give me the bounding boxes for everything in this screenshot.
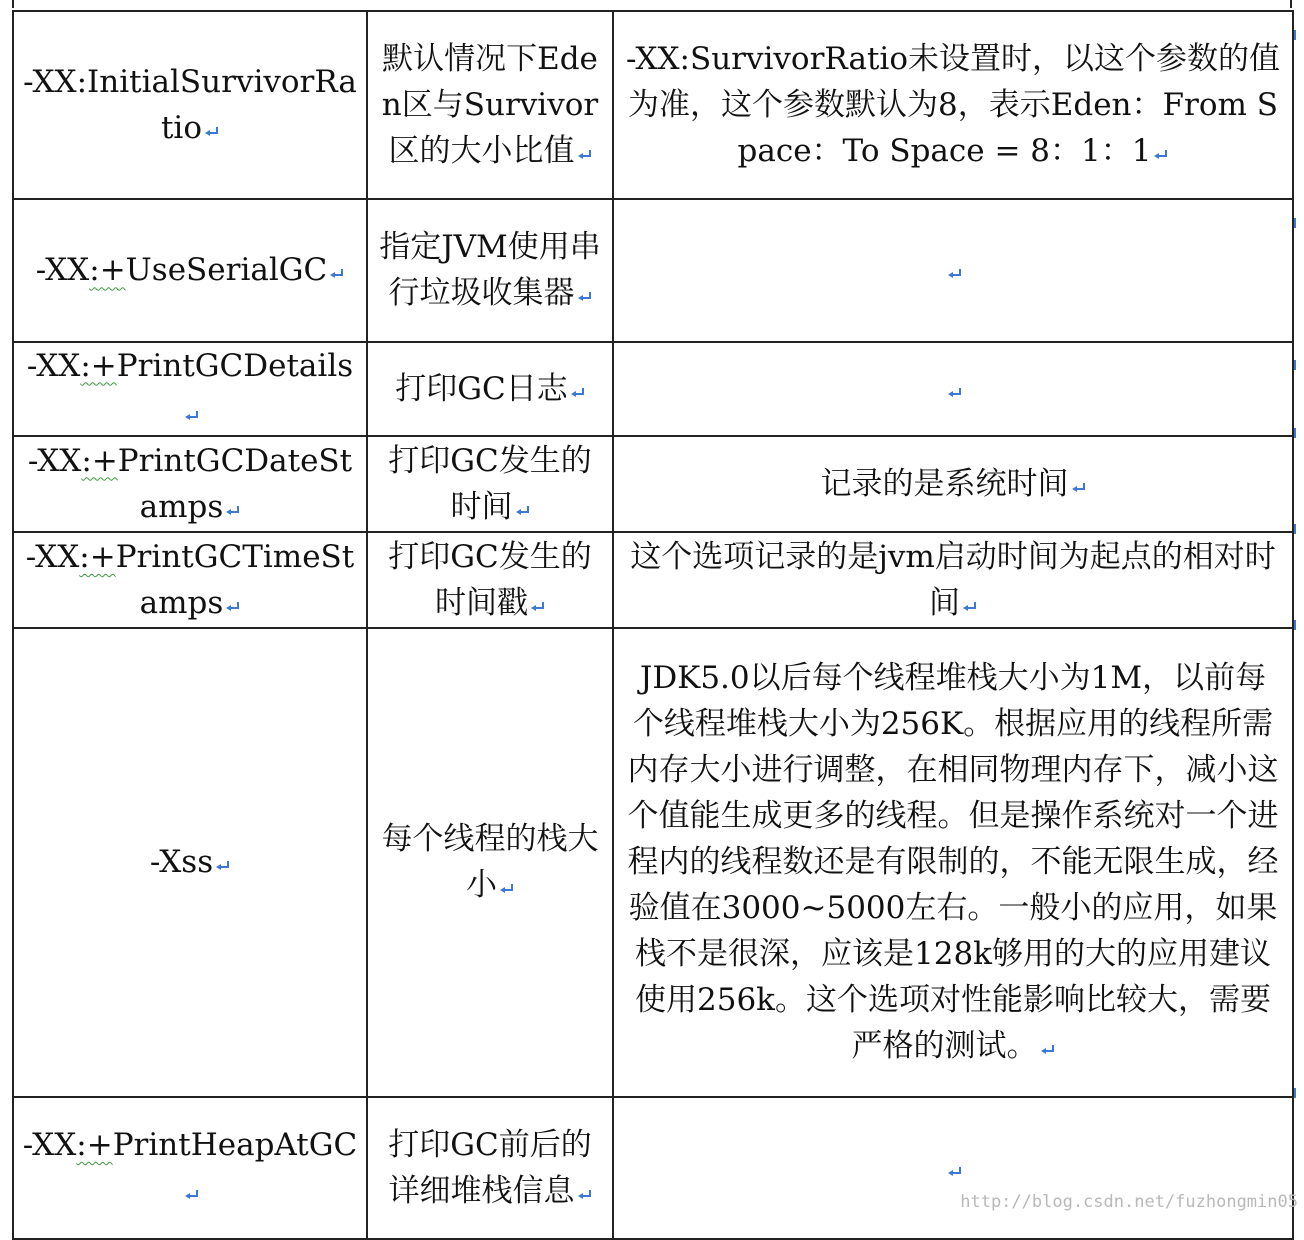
row-end-mark <box>1294 620 1302 630</box>
previous-row-edge <box>12 0 1292 8</box>
note-text: 这个选项记录的是jvm启动时间为起点的相对时间 <box>630 538 1276 621</box>
meaning-text: 指定JVM使用串行垃圾收集器 <box>379 229 601 312</box>
meaning-text: 打印GC日志 <box>395 370 568 407</box>
return-arrow-icon <box>948 1167 962 1179</box>
return-arrow-icon <box>1154 150 1168 162</box>
meaning-text: 打印GC前后的详细堆栈信息 <box>388 1126 592 1209</box>
table-row <box>13 11 1293 199</box>
return-arrow-icon <box>578 1190 592 1202</box>
note-cell <box>613 1097 1293 1239</box>
return-arrow-icon <box>578 292 592 304</box>
meaning-cell <box>367 199 613 341</box>
meaning-cell <box>367 628 613 1097</box>
note-cell <box>613 199 1293 341</box>
param-squiggle: :+ <box>89 252 126 289</box>
jvm-parameter-table <box>12 10 1294 1240</box>
row-end-mark <box>1294 428 1302 438</box>
table-row <box>13 628 1293 1097</box>
meaning-cell <box>367 436 613 532</box>
param-suffix: PrintGCDetails <box>116 347 354 384</box>
note-text: -XX:SurvivorRatio未设置时，以这个参数的值为准，这个参数默认为8，表示Eden：From Space：To Space = 8：1：1 <box>626 41 1280 170</box>
param-text: -XX:InitialSurvivorRatio <box>23 64 357 147</box>
return-arrow-icon <box>578 150 592 162</box>
note-cell <box>613 436 1293 532</box>
return-arrow-icon <box>500 884 514 896</box>
param-cell <box>13 11 367 199</box>
meaning-cell <box>367 342 613 436</box>
param-prefix: -XX <box>26 347 81 384</box>
return-arrow-icon <box>226 506 240 518</box>
param-cell <box>13 1097 367 1239</box>
param-suffix: PrintHeapAtGC <box>112 1126 358 1163</box>
return-arrow-icon <box>185 1190 199 1202</box>
table-body <box>13 11 1293 1239</box>
return-arrow-icon <box>963 602 977 614</box>
param-cell <box>13 628 367 1097</box>
param-cell <box>13 199 367 341</box>
param-prefix: -XX <box>22 1126 77 1163</box>
return-arrow-icon <box>205 127 219 139</box>
note-text: 记录的是系统时间 <box>820 465 1069 502</box>
meaning-text: 打印GC发生的时间戳 <box>388 538 592 621</box>
param-suffix: PrintGCTimeStamps <box>115 538 355 621</box>
note-cell <box>613 532 1293 628</box>
note-cell <box>613 342 1293 436</box>
note-text: JDK5.0以后每个线程堆栈大小为1M，以前每个线程堆栈大小为256K。根据应用的线程所需内存大小进行调整，在相同物理内存下，减小这个值能生成更多的线程。但是操作系统对一个进程内的线程数还是有限制的，不能无限生成，经验值在3000~5000左右。一般小的应用，如果栈不是很深，应该是128k够用的大的应用建议使用256k。这个选项对性能影响比较大，需要严格的测试。 <box>627 660 1279 1065</box>
param-prefix: -XX <box>35 252 90 289</box>
meaning-text: 每个线程的栈大小 <box>381 821 599 904</box>
return-arrow-icon <box>1072 483 1086 495</box>
return-arrow-icon <box>531 602 545 614</box>
note-cell <box>613 11 1293 199</box>
param-squiggle: :+ <box>81 442 118 479</box>
table-row <box>13 1097 1293 1239</box>
meaning-cell <box>367 1097 613 1239</box>
return-arrow-icon <box>948 388 962 400</box>
return-arrow-icon <box>330 269 344 281</box>
param-text: -Xss <box>149 844 214 881</box>
note-cell <box>613 628 1293 1097</box>
return-arrow-icon <box>948 269 962 281</box>
param-squiggle: :+ <box>76 1126 113 1163</box>
meaning-text: 打印GC发生的时间 <box>388 442 592 525</box>
return-arrow-icon <box>571 388 585 400</box>
param-squiggle: :+ <box>80 347 117 384</box>
param-cell <box>13 532 367 628</box>
row-end-mark <box>1294 30 1302 40</box>
table-row <box>13 342 1293 436</box>
param-suffix: PrintGCDateStamps <box>117 442 353 525</box>
param-prefix: -XX <box>27 442 82 479</box>
param-cell <box>13 342 367 436</box>
return-arrow-icon <box>185 411 199 423</box>
table-row <box>13 532 1293 628</box>
table-row <box>13 436 1293 532</box>
row-end-mark <box>1294 1088 1302 1098</box>
row-end-mark <box>1294 524 1302 534</box>
row-end-mark <box>1294 218 1302 228</box>
table-row <box>13 199 1293 341</box>
return-arrow-icon <box>516 506 530 518</box>
return-arrow-icon <box>1041 1045 1055 1057</box>
param-suffix: UseSerialGC <box>125 252 328 289</box>
meaning-text: 默认情况下Eden区与Survivor区的大小比值 <box>381 41 599 170</box>
param-cell <box>13 436 367 532</box>
row-end-mark <box>1294 360 1302 370</box>
return-arrow-icon <box>226 602 240 614</box>
param-squiggle: :+ <box>79 538 116 575</box>
param-prefix: -XX <box>25 538 80 575</box>
return-arrow-icon <box>216 861 230 873</box>
meaning-cell <box>367 532 613 628</box>
watermark: http://blog.csdn.net/fuzhongmin05 <box>960 1192 1298 1212</box>
meaning-cell <box>367 11 613 199</box>
